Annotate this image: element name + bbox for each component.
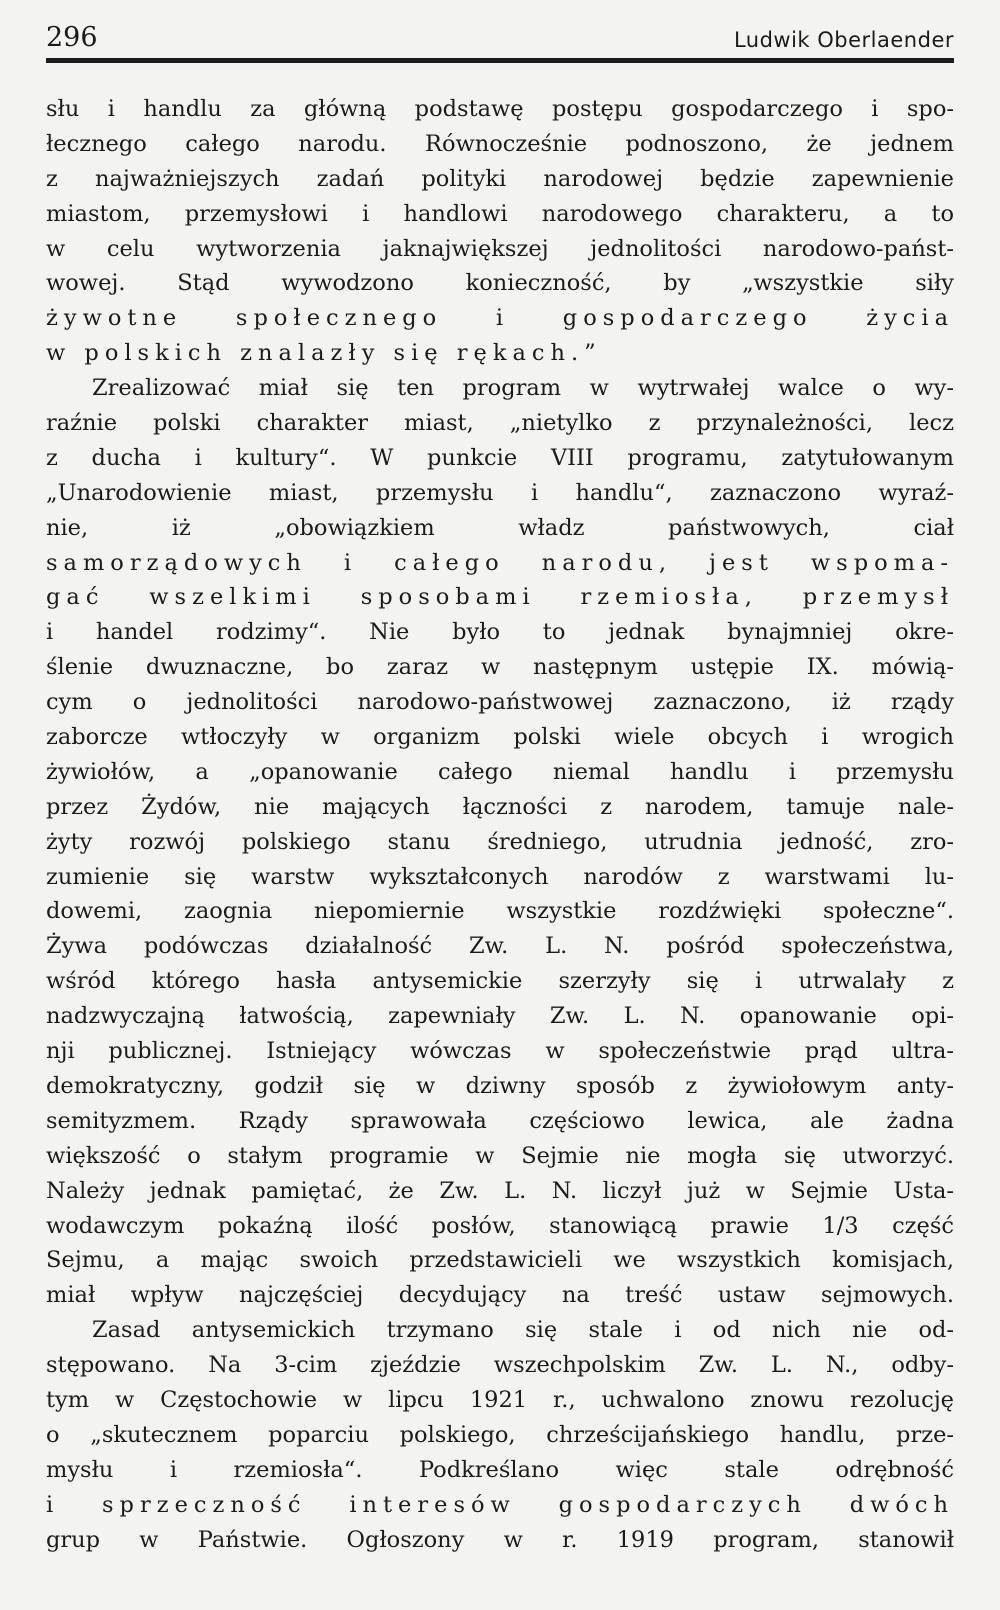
page-header xyxy=(46,18,954,54)
text-line: Sejmu, a mając swoich przedstawicieli we wszystkich komisjach, xyxy=(46,1247,954,1274)
text-line-spaced: żywotne społecznego i gospodarczego życia xyxy=(46,305,954,332)
running-head-author: Ludwik Oberlaender xyxy=(733,28,954,52)
text-line: słu i handlu za główną podstawę postępu gospodarczego i spo- xyxy=(46,96,954,122)
text-line-spaced: gać wszelkimi sposobami rzemiosła, przemysł xyxy=(46,584,954,611)
text-line-spaced: w polskich znalazły się rękach.” xyxy=(46,340,602,367)
page-number: 296 xyxy=(46,22,98,53)
text-line: wodawczym pokaźną ilość posłów, stanowiącą prawie 1/3 część xyxy=(46,1212,954,1239)
text-line: raźnie polski charakter miast, „nietylko z przynależności, lecz xyxy=(46,410,954,437)
text-line: semityzmem. Rządy sprawowała częściowo lewica, ale żadna xyxy=(46,1107,954,1134)
text-line: nji publicznej. Istniejący wówczas w społeczeństwie prąd ultra- xyxy=(46,1038,954,1065)
text-line: „Unarodowienie miast, przemysłu i handlu“, zaznaczono wyraź- xyxy=(46,479,954,506)
text-line: cym o jednolitości narodowo-państwowej zaznaczono, iż rządy xyxy=(46,689,954,716)
book-page xyxy=(46,18,954,1598)
text-line: wśród którego hasła antysemickie szerzyły się i utrwalały z xyxy=(46,968,954,995)
text-line-spaced: samorządowych i całego narodu, jest wspoma- xyxy=(46,549,954,576)
header-rule xyxy=(46,58,954,63)
text-line: przez Żydów, nie mających łączności z narodem, tamuje nale- xyxy=(46,793,954,820)
text-line: Należy jednak pamiętać, że Zw. L. N. liczył już w Sejmie Usta- xyxy=(46,1177,954,1204)
text-line: miał wpływ najczęściej decydujący na treść ustaw sejmowych. xyxy=(46,1282,954,1309)
text-line: żyty rozwój polskiego stanu średniego, utrudnia jedność, zro- xyxy=(46,828,954,855)
text-line: grup w Państwie. Ogłoszony w r. 1919 program, stanowił xyxy=(46,1526,954,1553)
body-text xyxy=(46,92,954,1557)
text-line: wowej. Stąd wywodzono konieczność, by „wszystkie siły xyxy=(46,270,954,297)
text-line: mysłu i rzemiosła“. Podkreślano więc stale odrębność xyxy=(46,1456,954,1483)
text-line: z ducha i kultury“. W punkcie VIII programu, zatytułowanym xyxy=(46,444,954,471)
text-line: ślenie dwuznaczne, bo zaraz w następnym ustępie IX. mówią- xyxy=(46,654,954,681)
text-line: nie, iż „obowiązkiem władz państwowych, ciał xyxy=(46,514,954,541)
text-line: dowemi, zaognia niepomiernie wszystkie rozdźwięki społeczne“. xyxy=(46,898,954,925)
text-line: demokratyczny, godził się w dziwny sposób z żywiołowym anty- xyxy=(46,1072,954,1099)
text-line: większość o stałym programie w Sejmie nie mogła się utworzyć. xyxy=(46,1142,954,1169)
paragraph-first-line: Zrealizować miał się ten program w wytrwałej walce o wy- xyxy=(92,375,954,402)
text-line: o „skutecznem poparciu polskiego, chrześcijańskiego handlu, prze- xyxy=(46,1421,954,1448)
text-line: i handel rodzimy“. Nie było to jednak bynajmniej okre- xyxy=(46,619,954,646)
text-line: zaborcze wtłoczyły w organizm polski wiele obcych i wrogich xyxy=(46,724,954,751)
text-line: żywiołów, a „opanowanie całego niemal handlu i przemysłu xyxy=(46,758,954,785)
text-line: zumienie się warstw wykształconych narodów z warstwami lu- xyxy=(46,863,954,890)
text-line: tym w Częstochowie w lipcu 1921 r., uchwalono znowu rezolucję xyxy=(46,1386,954,1413)
text-line: Żywa podówczas działalność Zw. L. N. pośród społeczeństwa, xyxy=(46,933,954,960)
text-line: łecznego całego narodu. Równocześnie podnoszono, że jednem xyxy=(46,130,954,157)
text-line: z najważniejszych zadań polityki narodowej będzie zapewnienie xyxy=(46,165,954,192)
text-line: nadzwyczajną łatwością, zapewniały Zw. L. N. opanowanie opi- xyxy=(46,1003,954,1030)
text-line-spaced: i sprzeczność interesów gospodarczych dwóch xyxy=(46,1491,954,1518)
text-line: miastom, przemysłowi i handlowi narodowego charakteru, a to xyxy=(46,200,954,227)
text-line: w celu wytworzenia jaknajwiększej jednolitości narodowo-państ- xyxy=(46,235,954,262)
text-line: stępowano. Na 3-cim zjeździe wszechpolskim Zw. L. N., odby- xyxy=(46,1352,954,1379)
paragraph-first-line: Zasad antysemickich trzymano się stale i od nich nie od- xyxy=(92,1317,954,1344)
